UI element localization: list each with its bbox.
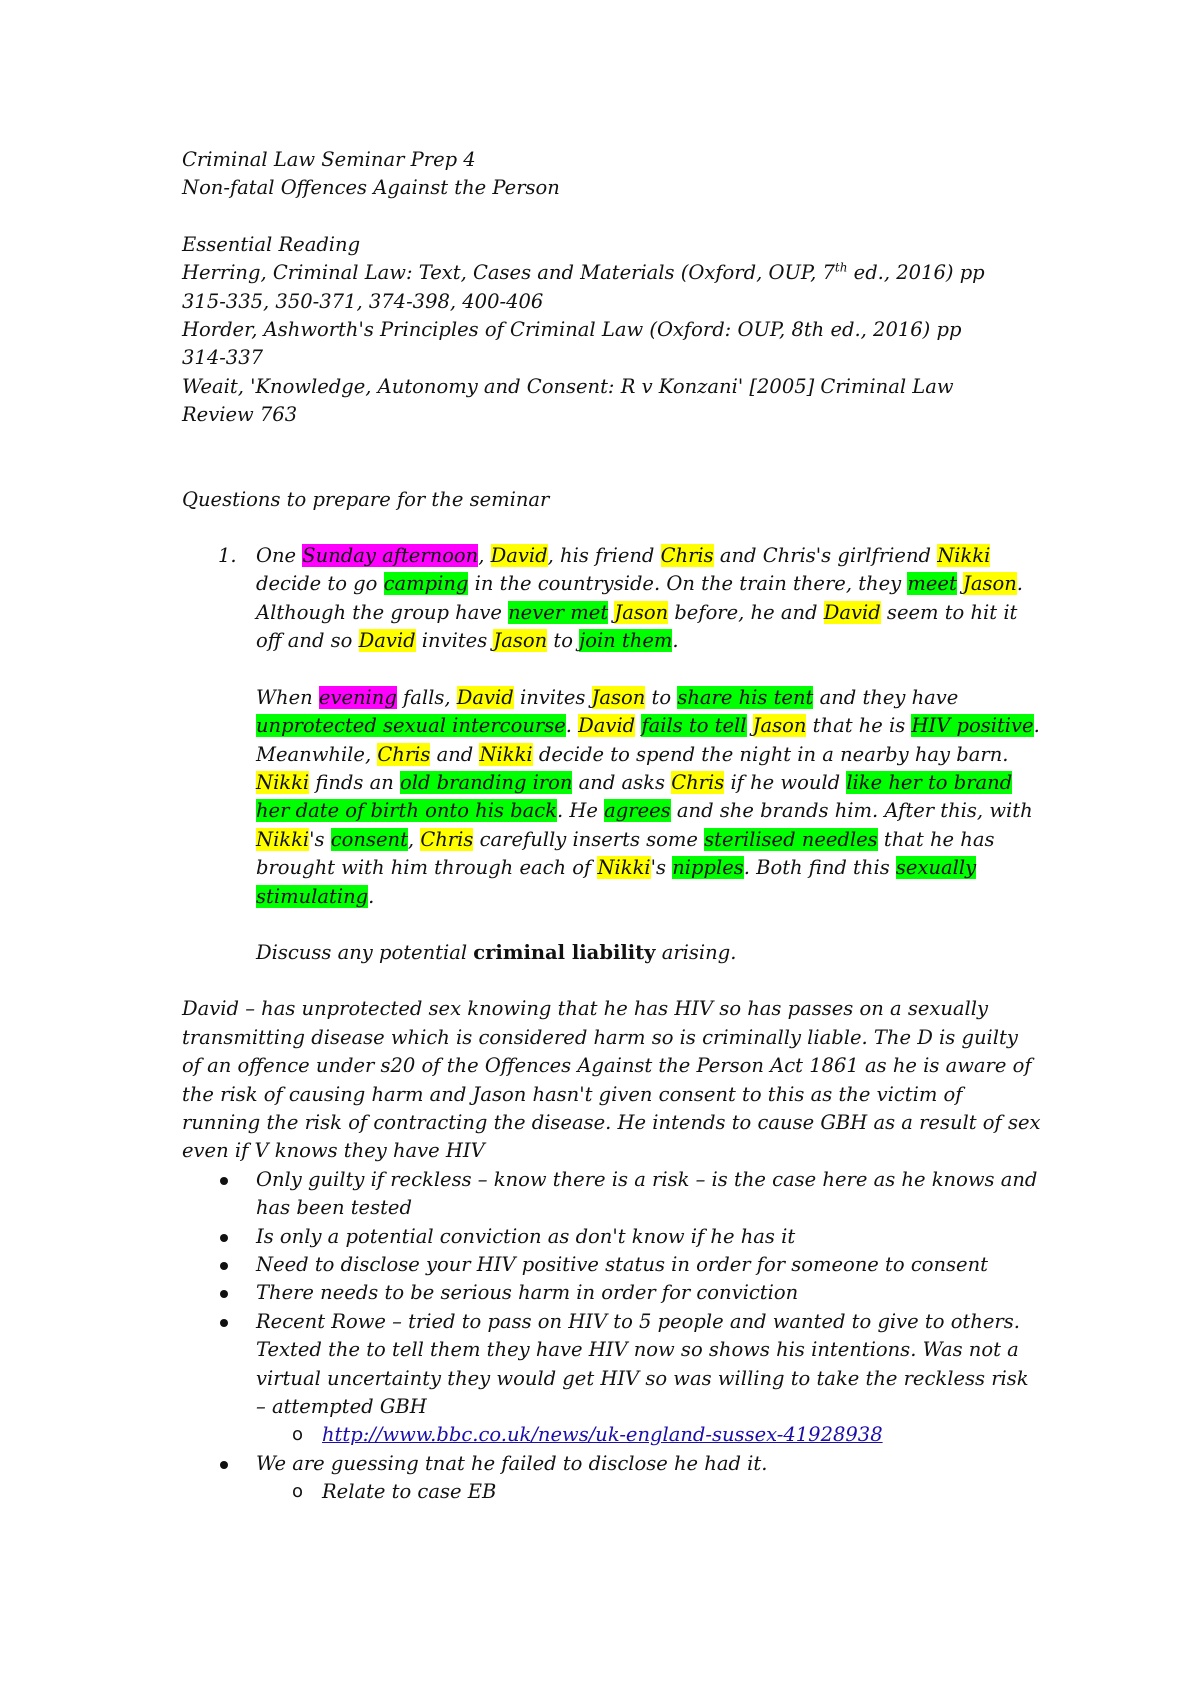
scenario-text: One: [256, 544, 303, 568]
scenario-text: that he has brought with him through each of: [256, 827, 995, 880]
scenario-text: invites: [513, 685, 592, 709]
highlighted-term: David: [823, 600, 881, 624]
highlighted-term: agrees: [604, 799, 671, 823]
scenario-text: and she brands him. After this, with: [670, 799, 1033, 823]
highlighted-term: like her to brand her date of birth onto his back: [256, 770, 1013, 823]
scenario-text: before, he and: [668, 600, 824, 624]
reading-ref-horder: Horder, Ashworth's Principles of Criminal Law (Oxford: OUP, 8th ed., 2016) pp: [182, 318, 962, 342]
reading-heading: Essential Reading: [182, 232, 361, 256]
bullet-icon: [220, 1290, 228, 1298]
question-number: 1.: [218, 544, 237, 568]
scenario-text: . Meanwhile,: [256, 714, 1040, 766]
scenario-text: [747, 714, 753, 737]
highlighted-term: fails to tell: [641, 714, 747, 738]
highlighted-term: Jason: [614, 600, 669, 624]
scenario-text: .: [368, 884, 375, 908]
scenario-text: and: [430, 742, 480, 766]
highlighted-term: David: [578, 714, 636, 738]
bullet-icon: [220, 1461, 228, 1469]
scenario-text: seem to hit it off and so: [256, 600, 1018, 653]
highlighted-term: Chris: [660, 544, 714, 568]
scenario-text: falls,: [396, 685, 457, 709]
scenario-text: in the countryside. On the train there, they: [468, 572, 908, 596]
scenario-text: 's: [309, 827, 331, 851]
question-scenario-part1: [256, 542, 1042, 656]
highlighted-term: evening: [318, 685, 397, 709]
bullet-icon: [220, 1177, 228, 1185]
scenario-text: .: [672, 629, 679, 653]
scenario-text: 's: [650, 856, 673, 880]
scenario-text: ,: [478, 544, 491, 568]
highlighted-term: share his tent: [677, 685, 814, 709]
reading-ref-herring-pages: 315-335, 350-371, 374-398, 400-406: [182, 289, 544, 313]
highlighted-term: old branding iron: [400, 770, 573, 794]
highlighted-term: David: [358, 629, 416, 653]
scenario-text: and they have: [813, 685, 959, 709]
document-body: [182, 146, 1042, 1507]
reading-ref-weait-cont: Review 763: [182, 403, 298, 427]
scenario-text: When: [256, 685, 319, 709]
highlighted-term: nipples: [672, 856, 744, 880]
list-item: We are guessing tnat he failed to disclose he had it.: [182, 1450, 1042, 1478]
highlighted-term: Chris: [377, 742, 431, 766]
highlighted-term: join them: [579, 629, 673, 653]
list-item: Only guilty if reckless – know there is a risk – is the case here as he knows and has been tested: [182, 1166, 1042, 1223]
highlighted-term: Chris: [671, 770, 725, 794]
question-instruction: Discuss any potential criminal liability arising.: [256, 940, 737, 964]
scenario-text: carefully inserts some: [473, 827, 705, 851]
sub-list-item: o Relate to case EB: [182, 1478, 1042, 1506]
question-item: [182, 542, 1042, 967]
highlighted-term: Nikki: [256, 827, 310, 851]
highlighted-term: Sunday afternoon: [302, 544, 479, 568]
scenario-text: that he is: [806, 714, 912, 738]
reading-ref-weait: Weait, 'Knowledge, Autonomy and Consent: R v Konzani' [2005] Criminal Law: [182, 374, 954, 398]
list-item: There needs to be serious harm in order for conviction: [182, 1279, 1042, 1307]
scenario-text: ,: [407, 827, 421, 851]
reading-ref-horder-pages: 314-337: [182, 346, 264, 370]
bullet-icon: [220, 1262, 228, 1270]
highlighted-term: Nikki: [256, 770, 310, 794]
answer-bullet-list: [182, 1166, 1042, 1507]
scenario-text: if he would: [724, 770, 847, 794]
highlighted-term: Jason: [963, 572, 1017, 596]
hollow-bullet-icon: o: [292, 1424, 304, 1446]
scenario-text: decide to go: [256, 572, 384, 596]
doc-subtitle: Non-fatal Offences Against the Person: [182, 176, 560, 200]
list-item: Is only a potential conviction as don't know if he has it: [182, 1223, 1042, 1251]
highlighted-term: Chris: [420, 827, 474, 851]
highlighted-term: Jason: [752, 714, 807, 738]
highlighted-term: consent: [330, 827, 408, 851]
bullet-icon: [220, 1234, 228, 1242]
question-scenario-part2: [256, 684, 1042, 911]
hollow-bullet-icon: o: [292, 1481, 304, 1503]
highlighted-term: HIV positive: [911, 714, 1034, 738]
scenario-text: . He: [557, 799, 605, 823]
highlighted-term: unprotected sexual intercourse: [256, 714, 566, 738]
scenario-text: and asks: [572, 770, 672, 794]
highlighted-term: camping: [383, 572, 469, 596]
highlighted-term: Jason: [493, 629, 548, 653]
scenario-text: finds an: [309, 770, 401, 794]
scenario-text: to: [645, 685, 678, 709]
highlighted-term: meet: [907, 572, 957, 596]
sub-list-item: [182, 1421, 1042, 1449]
list-item: Need to disclose your HIV positive status in order for someone to consent: [182, 1251, 1042, 1279]
highlighted-term: Nikki: [479, 742, 533, 766]
reading-ref-herring: Herring, Criminal Law: Text, Cases and Materials (Oxford, OUP, 7th ed., 2016) pp: [182, 260, 985, 285]
scenario-text: decide to spend the night in a nearby hay barn.: [532, 742, 1009, 766]
scenario-text: and Chris's girlfriend: [713, 544, 938, 568]
bullet-icon: [220, 1319, 228, 1327]
scenario-text: .: [565, 714, 579, 738]
doc-title: Criminal Law Seminar Prep 4: [182, 148, 476, 171]
highlighted-term: Nikki: [597, 856, 651, 880]
scenario-text: , his friend: [547, 544, 661, 568]
bbc-news-link[interactable]: http://www.bbc.co.uk/news/uk-england-sussex-41928938: [322, 1423, 883, 1447]
highlighted-term: sterilised needles: [704, 827, 878, 851]
scenario-text: invites: [415, 629, 494, 653]
list-item: Recent Rowe – tried to pass on HIV to 5 people and wanted to give to others. Texted the to tell them they have HIV now so shows his intentions. Was not a virtual uncertainty they would get HIV so was willing to take the reckless risk – attempted GBH: [182, 1308, 1042, 1422]
answer-paragraph: David – has unprotected sex knowing that he has HIV so has passes on a sexually transmitting disease which is considered harm so is criminally liable. The D is guilty of an offence under s20 of the Offences Against the Person Act 1861 as he is aware of the risk of causing harm and Jason hasn't given consent to this as the victim of running the risk of contracting the disease. He intends to cause GBH as a result of sex even if V knows they have HIV: [182, 997, 1041, 1163]
scenario-text: . Both find this: [743, 856, 896, 880]
highlighted-term: sexually stimulating: [256, 856, 977, 908]
questions-heading: Questions to prepare for the seminar: [182, 487, 550, 511]
highlighted-term: David: [456, 685, 514, 709]
highlighted-term: never met: [508, 600, 609, 624]
scenario-text: . Although the group have: [256, 572, 1023, 624]
highlighted-term: Nikki: [937, 544, 991, 568]
highlighted-term: David: [490, 544, 548, 568]
scenario-text: to: [547, 629, 580, 653]
highlighted-term: Jason: [591, 685, 646, 709]
